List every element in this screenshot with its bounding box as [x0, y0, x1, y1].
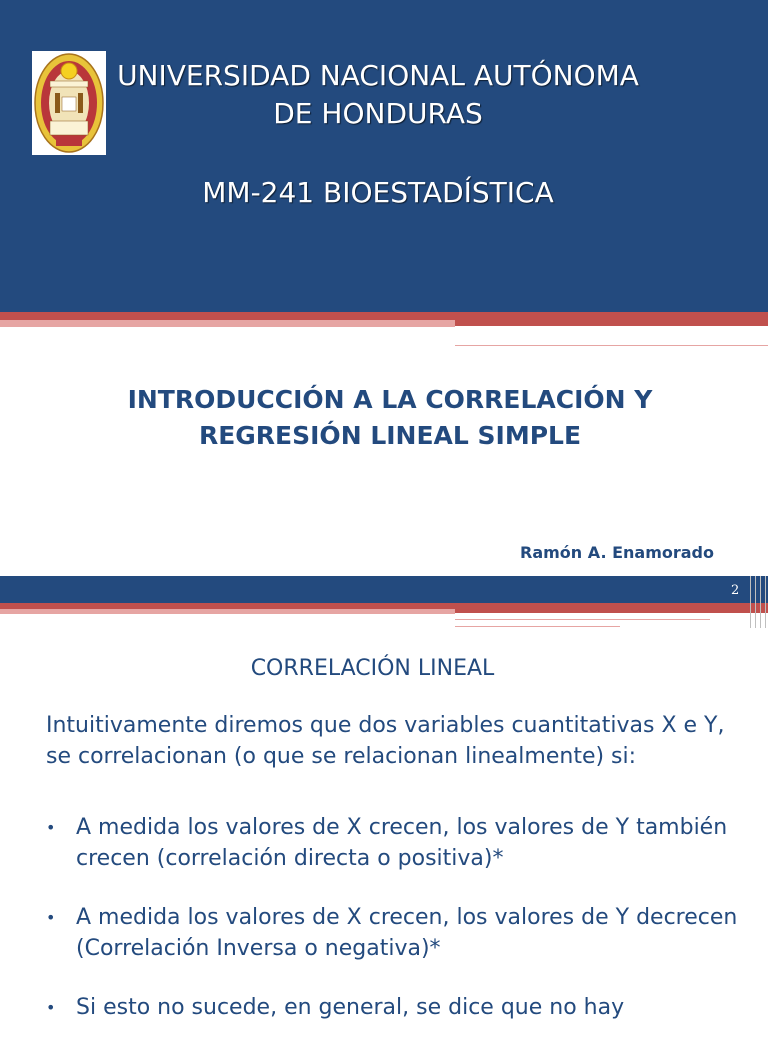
- accent-stripe-light: [0, 320, 455, 327]
- intro-paragraph: Intuitivamente diremos que dos variables cuantitativas X e Y, se correlacionan (o que se relacionan linealmente) si:: [46, 713, 725, 769]
- author-name: Ramón A. Enamorado: [520, 543, 714, 562]
- bullet-text: A medida los valores de X crecen, los valores de Y decrecen (Correlación Inversa o negativa)*: [76, 905, 738, 961]
- list-item: [46, 992, 746, 1023]
- university-name-line1: UNIVERSIDAD NACIONAL AUTÓNOMA: [117, 59, 639, 92]
- page-number: 2: [731, 583, 740, 598]
- presentation-title-line1: INTRODUCCIÓN A LA CORRELACIÓN Y: [127, 385, 653, 414]
- header-band: [0, 0, 768, 312]
- presentation-title: [90, 382, 690, 454]
- accent-stripe-light: [0, 609, 455, 614]
- presentation-title-line2: REGRESIÓN LINEAL SIMPLE: [198, 421, 582, 450]
- bullet-text: A medida los valores de X crecen, los valores de Y también crecen (correlación directa o positiva)*: [76, 815, 728, 871]
- course-code: MM-241 BIOESTADÍSTICA: [202, 176, 554, 209]
- accent-line: [455, 619, 710, 620]
- university-name-line2: DE HONDURAS: [273, 97, 483, 130]
- university-name: [110, 57, 646, 133]
- bullet-text: Si esto no sucede, en general, se dice que no hay: [76, 995, 625, 1020]
- bullet-icon: •: [46, 998, 56, 1017]
- bullet-icon: •: [46, 908, 56, 927]
- accent-line: [455, 345, 768, 346]
- slide-heading: CORRELACIÓN LINEAL: [250, 656, 495, 681]
- list-item: [46, 902, 746, 964]
- accent-line: [455, 626, 620, 627]
- bullet-list: [46, 812, 746, 1051]
- bullet-icon: •: [46, 818, 56, 837]
- list-item: [46, 812, 746, 874]
- content-slide: [0, 576, 768, 1024]
- decorative-vertical-lines: [748, 576, 768, 628]
- header-band: [0, 576, 768, 603]
- university-seal-logo: [32, 51, 106, 155]
